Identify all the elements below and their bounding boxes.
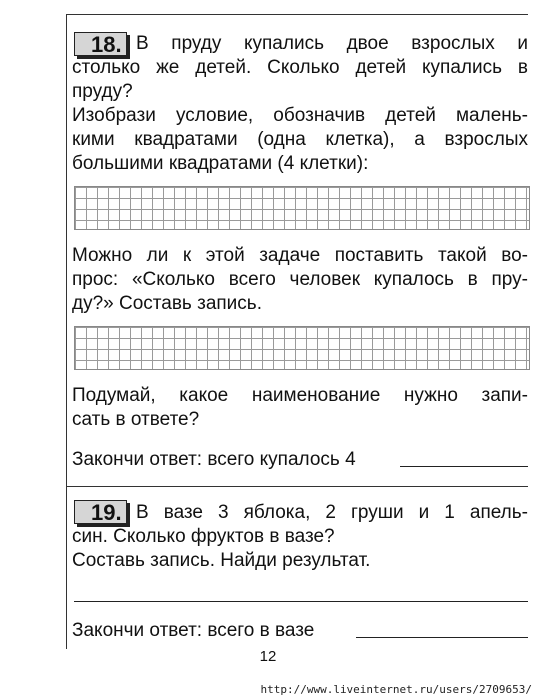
task-18-number: 18.	[91, 32, 122, 57]
task-18-line-2: столько же детей. Сколько детей купались в	[72, 57, 528, 78]
task-19-line-1: В вазе 3 яблока, 2 груши и 1 апель-	[136, 502, 528, 523]
task-18-line-3: пруду?	[72, 81, 133, 102]
drawing-grid-2[interactable]	[74, 326, 530, 370]
task-18-question-line-2: прос: «Сколько всего человек купалось в пру-	[72, 269, 528, 290]
task-19-line-3: Составь запись. Найди результат.	[72, 550, 371, 571]
task-18-line-1: В пруду купались двое взрослых и	[136, 33, 528, 54]
task-18-line-4: Изобрази условие, обозначив детей малень-	[72, 105, 528, 126]
task-18-line-5: кими квадратами (одна клетка), а взрослых	[72, 129, 528, 150]
task-18-question-line-1: Можно ли к этой задаче поставить такой во-	[72, 245, 528, 266]
left-border-rule	[66, 14, 67, 649]
task-19-number-badge	[74, 500, 127, 524]
page-number: 12	[259, 648, 277, 665]
task-19-answer-prompt: Закончи ответ: всего в вазе	[72, 620, 315, 641]
task-18-answer-prompt: Закончи ответ: всего купалось 4	[72, 449, 356, 470]
task-19-answer-line[interactable]	[356, 637, 528, 638]
task-18-think-line-2: сать в ответе?	[72, 409, 200, 430]
task-19-line-2: син. Сколько фруктов в вазе?	[72, 526, 335, 547]
task-19-solution-line[interactable]	[74, 601, 528, 602]
task-18-answer-line[interactable]	[400, 466, 528, 467]
section-divider-rule	[66, 486, 528, 487]
top-border-rule	[66, 14, 528, 15]
task-18-think-line-1: Подумай, какое наименование нужно запи-	[72, 385, 528, 406]
task-18-number-badge	[74, 32, 127, 56]
task-19-number: 19.	[91, 500, 122, 525]
footer-url: http://www.liveinternet.ru/users/2709653/	[260, 683, 532, 696]
task-18-question-line-3: ду?» Составь запись.	[72, 293, 262, 314]
task-18-line-6: большими квадратами (4 клетки):	[72, 153, 369, 174]
drawing-grid-1[interactable]	[74, 186, 530, 230]
